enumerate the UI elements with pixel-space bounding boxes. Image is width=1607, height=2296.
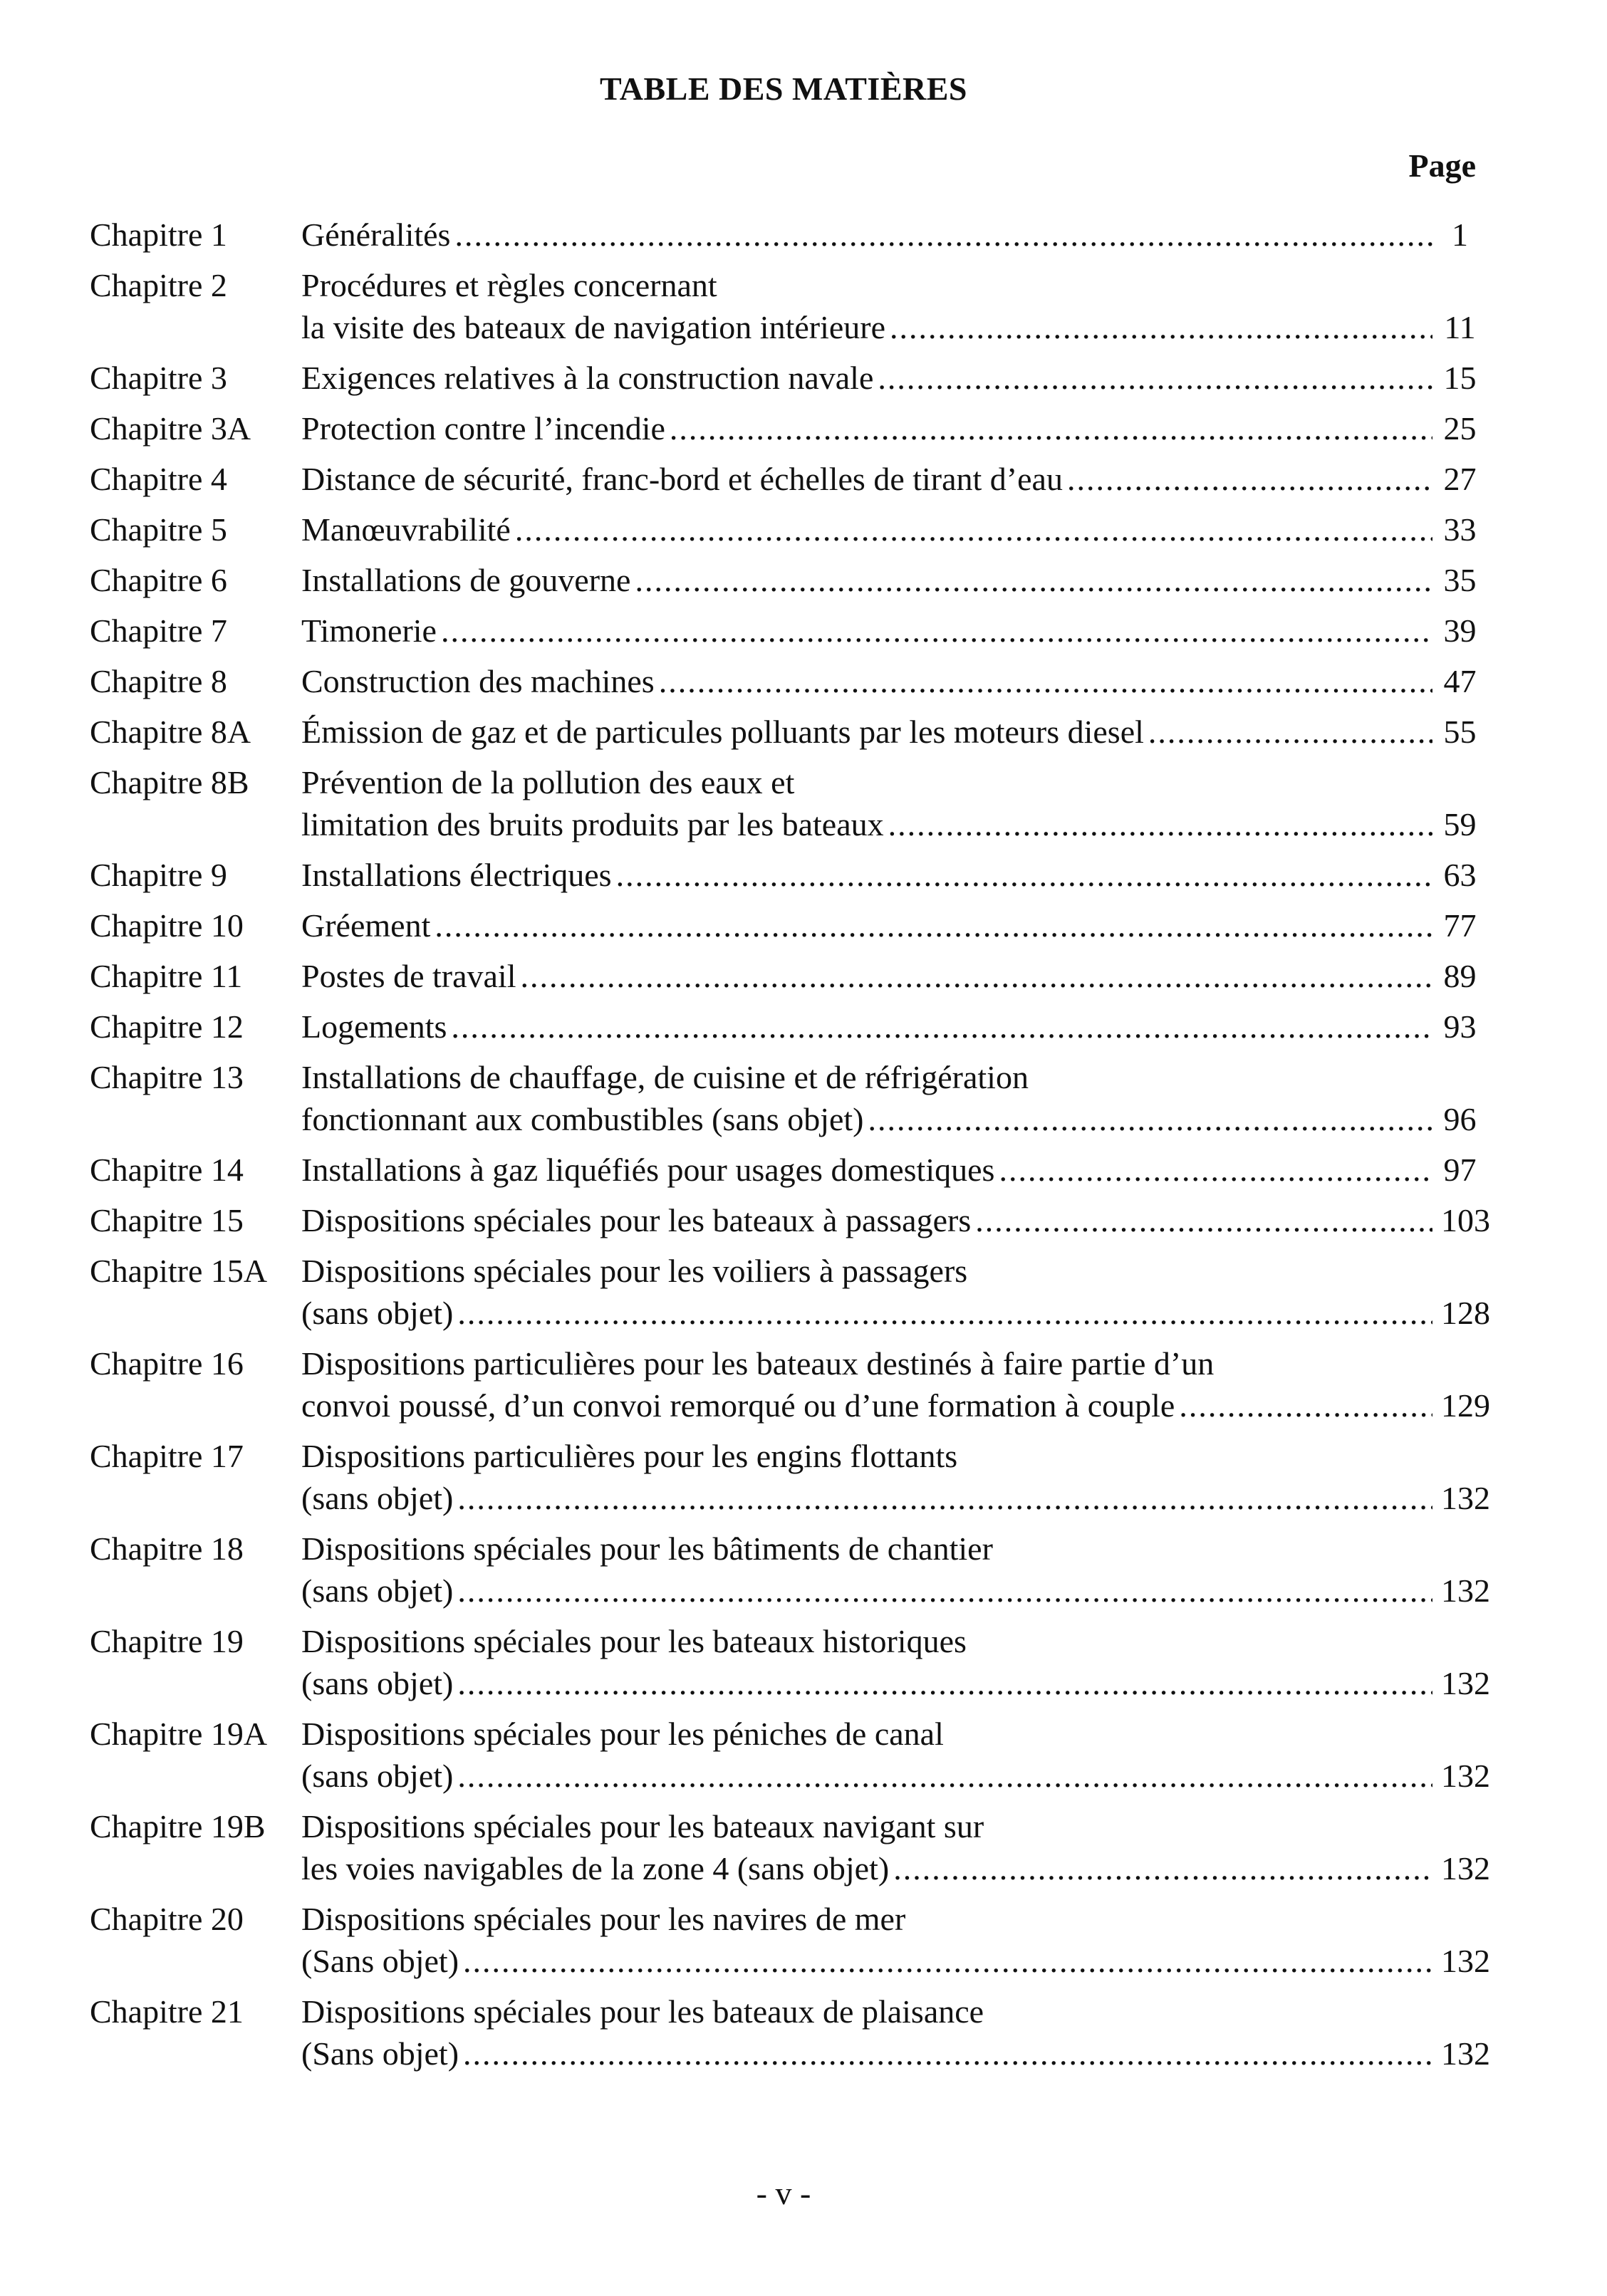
chapter-title-text: Installations à gaz liquéfiés pour usages domestiques bbox=[301, 1152, 995, 1188]
page-number: 25 bbox=[1443, 410, 1477, 447]
toc-entry bbox=[90, 458, 1479, 500]
toc-entry bbox=[90, 264, 1479, 348]
chapter-title-text: (Sans objet) bbox=[301, 2035, 459, 2072]
chapter-title-line bbox=[301, 854, 1441, 896]
chapter-title bbox=[301, 610, 1441, 652]
chapter-title-line bbox=[301, 660, 1441, 702]
chapter-title-line bbox=[301, 1570, 1441, 1612]
dot-leader bbox=[515, 508, 1432, 550]
chapter-title-line: Dispositions particulières pour les bateaux destinés à faire partie d’un bbox=[301, 1345, 1215, 1382]
page-number: 63 bbox=[1443, 857, 1477, 893]
toc-entry bbox=[90, 1713, 1490, 1797]
chapter-title-text: Installations électriques bbox=[301, 857, 612, 893]
chapter-title-line bbox=[301, 214, 1441, 256]
chapter-title-line bbox=[301, 803, 1441, 845]
page-title: TABLE DES MATIÈRES bbox=[600, 71, 967, 107]
chapter-title-line: Dispositions spéciales pour les bâtiments de chantier bbox=[301, 1530, 993, 1567]
chapter-title bbox=[301, 1898, 1441, 1982]
chapter-title-text: (sans objet) bbox=[301, 1665, 454, 1701]
dot-leader bbox=[893, 1847, 1432, 1889]
chapter-title bbox=[301, 854, 1441, 896]
chapter-number: Chapitre 9 bbox=[90, 857, 227, 893]
dot-leader bbox=[457, 1662, 1432, 1704]
toc-entry bbox=[90, 1805, 1490, 1889]
dot-leader bbox=[616, 854, 1432, 896]
chapter-title-line bbox=[301, 2033, 1441, 2075]
chapter-title bbox=[301, 1342, 1441, 1426]
chapter-number: Chapitre 8A bbox=[90, 714, 251, 750]
dot-leader bbox=[457, 1755, 1432, 1797]
chapter-title-line: Dispositions spéciales pour les navires de mer bbox=[301, 1901, 906, 1937]
chapter-title bbox=[301, 1149, 1441, 1191]
chapter-title-text: (sans objet) bbox=[301, 1572, 454, 1609]
chapter-title-text: Construction des machines bbox=[301, 663, 655, 699]
chapter-title-text: Manœuvrabilité bbox=[301, 511, 511, 548]
dot-leader bbox=[521, 955, 1433, 997]
page-number: 77 bbox=[1443, 907, 1477, 944]
page-number: 129 bbox=[1441, 1387, 1490, 1424]
chapter-title bbox=[301, 711, 1441, 753]
chapter-title bbox=[301, 1528, 1441, 1612]
chapter-title-line bbox=[301, 711, 1441, 753]
chapter-title bbox=[301, 508, 1441, 550]
chapter-title-line bbox=[301, 1384, 1441, 1426]
chapter-number: Chapitre 21 bbox=[90, 1993, 244, 2030]
page-number: 33 bbox=[1443, 511, 1477, 548]
chapter-title-line: Procédures et règles concernant bbox=[301, 267, 717, 303]
chapter-title-line: Dispositions spéciales pour les bateaux historiques bbox=[301, 1623, 967, 1659]
dot-leader bbox=[888, 803, 1432, 845]
chapter-number: Chapitre 13 bbox=[90, 1059, 244, 1095]
chapter-number: Chapitre 17 bbox=[90, 1438, 244, 1474]
chapter-title bbox=[301, 357, 1441, 399]
toc-entry bbox=[90, 660, 1479, 702]
chapter-title bbox=[301, 264, 1441, 348]
toc-entry bbox=[90, 1199, 1490, 1241]
chapter-title-line: Dispositions spéciales pour les bateaux de plaisance bbox=[301, 1993, 984, 2030]
chapter-title-line bbox=[301, 955, 1441, 997]
toc-entry bbox=[90, 559, 1479, 601]
chapter-title-line bbox=[301, 1292, 1441, 1334]
chapter-title bbox=[301, 1199, 1441, 1241]
chapter-title-line bbox=[301, 1149, 1441, 1191]
chapter-title-line bbox=[301, 508, 1441, 550]
chapter-title-line: Dispositions particulières pour les engins flottants bbox=[301, 1438, 958, 1474]
dot-leader bbox=[635, 559, 1432, 601]
chapter-title-text: Distance de sécurité, franc-bord et échelles de tirant d’eau bbox=[301, 461, 1063, 497]
page-number: 132 bbox=[1441, 1665, 1490, 1701]
page-number: 132 bbox=[1441, 1943, 1490, 1979]
dot-leader bbox=[890, 306, 1432, 348]
chapter-title-line bbox=[301, 610, 1441, 652]
chapter-number: Chapitre 19 bbox=[90, 1623, 244, 1659]
chapter-title-text: convoi poussé, d’un convoi remorqué ou d’une formation à couple bbox=[301, 1387, 1175, 1424]
chapter-title bbox=[301, 559, 1441, 601]
page-number: 35 bbox=[1443, 562, 1477, 598]
chapter-title-line bbox=[301, 1847, 1441, 1889]
dot-leader bbox=[868, 1098, 1432, 1140]
chapter-title bbox=[301, 761, 1441, 845]
page-number: 132 bbox=[1441, 1572, 1490, 1609]
chapter-number: Chapitre 11 bbox=[90, 958, 243, 994]
chapter-title-line bbox=[301, 357, 1441, 399]
chapter-title bbox=[301, 904, 1441, 946]
dot-leader bbox=[1148, 711, 1432, 753]
chapter-title-text: Émission de gaz et de particules polluants par les moteurs diesel bbox=[301, 714, 1144, 750]
toc-entry bbox=[90, 508, 1479, 550]
toc-entry bbox=[90, 1006, 1479, 1048]
chapter-title-text: Généralités bbox=[301, 216, 451, 253]
chapter-number: Chapitre 6 bbox=[90, 562, 227, 598]
toc-entry bbox=[90, 214, 1479, 256]
chapter-title-text: limitation des bruits produits par les bateaux bbox=[301, 806, 884, 842]
toc-entry bbox=[90, 711, 1479, 753]
chapter-number: Chapitre 4 bbox=[90, 461, 227, 497]
page-number: 1 bbox=[1452, 216, 1468, 253]
toc-entry bbox=[90, 1342, 1490, 1426]
dot-leader bbox=[1179, 1384, 1432, 1426]
chapter-number: Chapitre 14 bbox=[90, 1152, 244, 1188]
chapter-title-text: Logements bbox=[301, 1008, 447, 1045]
page-number: 39 bbox=[1443, 612, 1477, 649]
chapter-title-text: Dispositions spéciales pour les bateaux à passagers bbox=[301, 1202, 972, 1238]
chapter-title-text: la visite des bateaux de navigation intérieure bbox=[301, 309, 886, 345]
toc-entry bbox=[90, 1056, 1479, 1140]
dot-leader bbox=[878, 357, 1432, 399]
page-number: 97 bbox=[1443, 1152, 1477, 1188]
chapter-title-line bbox=[301, 904, 1441, 946]
dot-leader bbox=[659, 660, 1432, 702]
toc-entry bbox=[90, 1250, 1490, 1334]
dot-leader bbox=[457, 1570, 1432, 1612]
toc-entry bbox=[90, 1435, 1490, 1519]
dot-leader bbox=[463, 2033, 1432, 2075]
chapter-number: Chapitre 19B bbox=[90, 1808, 266, 1844]
chapter-title bbox=[301, 1435, 1441, 1519]
page-number-footer: - v - bbox=[756, 2175, 811, 2211]
page-number: 59 bbox=[1443, 806, 1477, 842]
chapter-title-line bbox=[301, 1477, 1441, 1519]
toc-entry bbox=[90, 955, 1479, 997]
toc-entry bbox=[90, 761, 1479, 845]
chapter-title bbox=[301, 1620, 1441, 1704]
chapter-number: Chapitre 16 bbox=[90, 1345, 244, 1382]
dot-leader bbox=[999, 1149, 1432, 1191]
page-number: 132 bbox=[1441, 1850, 1490, 1887]
chapter-number: Chapitre 20 bbox=[90, 1901, 244, 1937]
dot-leader bbox=[975, 1199, 1432, 1241]
dot-leader bbox=[454, 214, 1432, 256]
chapter-title-text: les voies navigables de la zone 4 (sans objet) bbox=[301, 1850, 890, 1887]
chapter-number: Chapitre 3A bbox=[90, 410, 251, 447]
chapter-title-text: Timonerie bbox=[301, 612, 437, 649]
chapter-title-line bbox=[301, 306, 1441, 348]
chapter-number: Chapitre 8 bbox=[90, 663, 227, 699]
toc-entry bbox=[90, 1990, 1490, 2075]
chapter-title-text: fonctionnant aux combustibles (sans objet) bbox=[301, 1101, 864, 1137]
chapter-title-line: Dispositions spéciales pour les péniches de canal bbox=[301, 1716, 944, 1752]
chapter-title bbox=[301, 1056, 1441, 1140]
chapter-title-text: Exigences relatives à la construction navale bbox=[301, 360, 874, 396]
toc-entry bbox=[90, 1149, 1479, 1191]
toc-entry bbox=[90, 357, 1479, 399]
dot-leader bbox=[457, 1292, 1432, 1334]
page-number: 93 bbox=[1443, 1008, 1477, 1045]
page-number: 89 bbox=[1443, 958, 1477, 994]
dot-leader bbox=[1067, 458, 1432, 500]
page-number: 55 bbox=[1443, 714, 1477, 750]
toc-entry bbox=[90, 407, 1479, 449]
chapter-title-text: Gréement bbox=[301, 907, 431, 944]
chapter-number: Chapitre 10 bbox=[90, 907, 244, 944]
chapter-title-text: Postes de travail bbox=[301, 958, 516, 994]
chapter-title-line bbox=[301, 1755, 1441, 1797]
chapter-title bbox=[301, 1805, 1441, 1889]
page-column-header: Page bbox=[1408, 147, 1476, 184]
page-number: 128 bbox=[1441, 1295, 1490, 1331]
chapter-title bbox=[301, 1006, 1441, 1048]
page-number: 96 bbox=[1443, 1101, 1477, 1137]
chapter-title-line: Prévention de la pollution des eaux et bbox=[301, 764, 795, 800]
chapter-number: Chapitre 3 bbox=[90, 360, 227, 396]
page-number: 132 bbox=[1441, 2035, 1490, 2072]
chapter-title-line bbox=[301, 1199, 1441, 1241]
chapter-number: Chapitre 1 bbox=[90, 216, 227, 253]
table-of-contents bbox=[90, 214, 1490, 2083]
chapter-title-text: (sans objet) bbox=[301, 1295, 454, 1331]
chapter-title bbox=[301, 955, 1441, 997]
chapter-title-line bbox=[301, 1098, 1441, 1140]
toc-entry bbox=[90, 1898, 1490, 1982]
chapter-title bbox=[301, 1250, 1441, 1334]
page-number: 132 bbox=[1441, 1480, 1490, 1516]
chapter-number: Chapitre 8B bbox=[90, 764, 249, 800]
page-number: 103 bbox=[1441, 1202, 1490, 1238]
chapter-title bbox=[301, 1990, 1441, 2075]
chapter-number: Chapitre 7 bbox=[90, 612, 227, 649]
chapter-title bbox=[301, 660, 1441, 702]
dot-leader bbox=[463, 1940, 1432, 1982]
chapter-title-line bbox=[301, 1006, 1441, 1048]
page-number: 47 bbox=[1443, 663, 1477, 699]
page-number: 15 bbox=[1443, 360, 1477, 396]
chapter-number: Chapitre 15A bbox=[90, 1253, 268, 1289]
dot-leader bbox=[435, 904, 1432, 946]
dot-leader bbox=[441, 610, 1432, 652]
chapter-number: Chapitre 2 bbox=[90, 267, 227, 303]
chapter-title-text: Protection contre l’incendie bbox=[301, 410, 665, 447]
chapter-number: Chapitre 19A bbox=[90, 1716, 268, 1752]
dot-leader bbox=[451, 1006, 1432, 1048]
chapter-title-text: (sans objet) bbox=[301, 1758, 454, 1794]
page-number: 11 bbox=[1444, 309, 1476, 345]
toc-entry bbox=[90, 854, 1479, 896]
chapter-title bbox=[301, 458, 1441, 500]
chapter-title bbox=[301, 407, 1441, 449]
toc-entry bbox=[90, 1528, 1490, 1612]
chapter-number: Chapitre 12 bbox=[90, 1008, 244, 1045]
dot-leader bbox=[670, 407, 1432, 449]
chapter-title-line bbox=[301, 1940, 1441, 1982]
chapter-title-line: Installations de chauffage, de cuisine et de réfrigération bbox=[301, 1059, 1029, 1095]
chapter-title-line: Dispositions spéciales pour les voiliers à passagers bbox=[301, 1253, 968, 1289]
chapter-number: Chapitre 5 bbox=[90, 511, 227, 548]
chapter-title-line bbox=[301, 407, 1441, 449]
chapter-title-line: Dispositions spéciales pour les bateaux navigant sur bbox=[301, 1808, 984, 1844]
chapter-title-line bbox=[301, 559, 1441, 601]
page-number: 27 bbox=[1443, 461, 1477, 497]
chapter-number: Chapitre 18 bbox=[90, 1530, 244, 1567]
chapter-title bbox=[301, 214, 1441, 256]
chapter-title-text: Installations de gouverne bbox=[301, 562, 631, 598]
page-number: 132 bbox=[1441, 1758, 1490, 1794]
chapter-title bbox=[301, 1713, 1441, 1797]
toc-entry bbox=[90, 1620, 1490, 1704]
toc-entry bbox=[90, 610, 1479, 652]
chapter-title-line bbox=[301, 1662, 1441, 1704]
chapter-number: Chapitre 15 bbox=[90, 1202, 244, 1238]
chapter-title-text: (sans objet) bbox=[301, 1480, 454, 1516]
chapter-title-text: (Sans objet) bbox=[301, 1943, 459, 1979]
toc-entry bbox=[90, 904, 1479, 946]
chapter-title-line bbox=[301, 458, 1441, 500]
dot-leader bbox=[457, 1477, 1432, 1519]
